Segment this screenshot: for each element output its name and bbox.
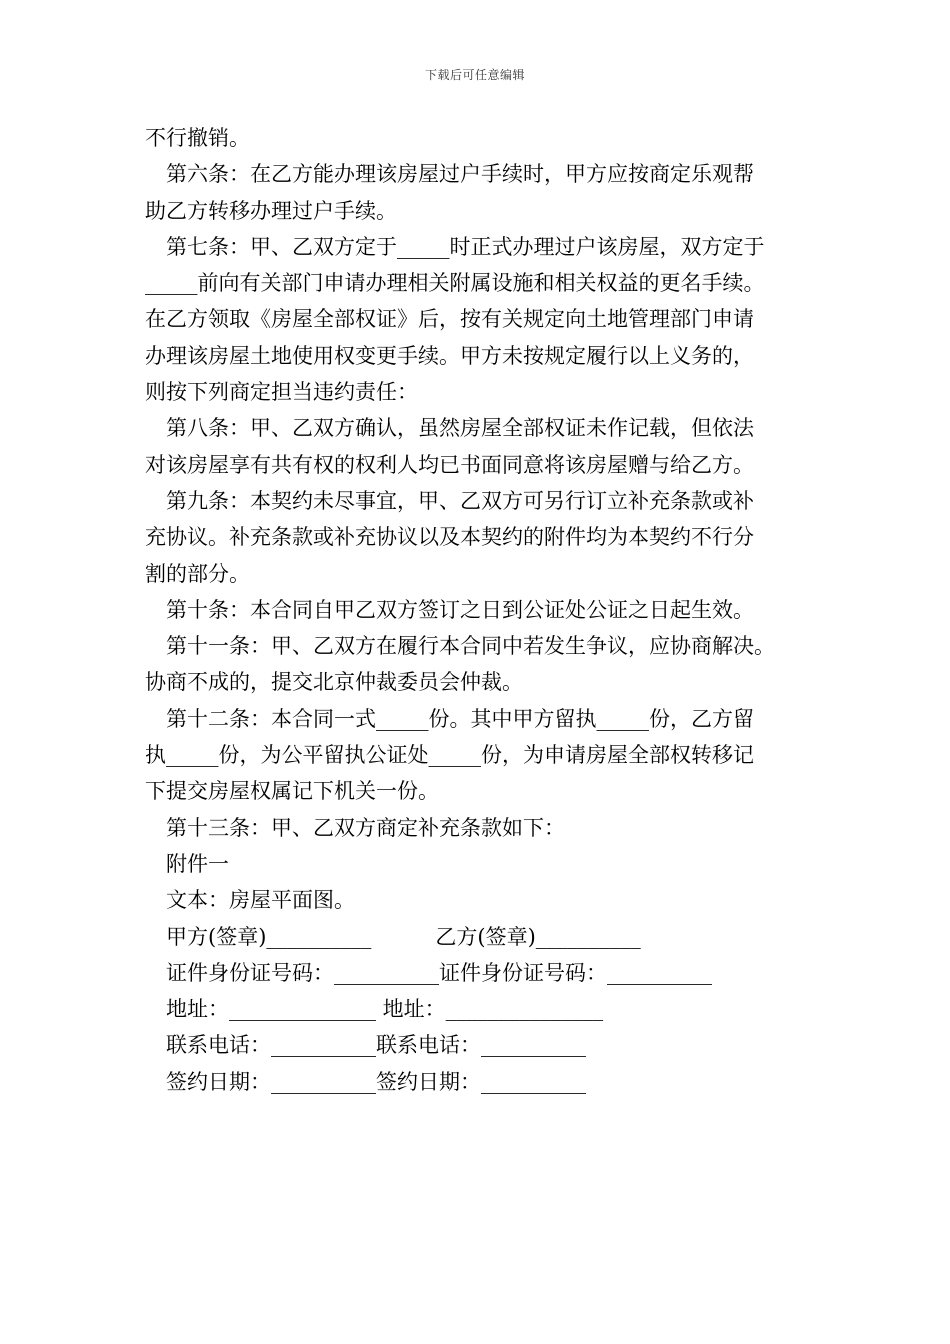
clause-10: 第十条：本合同自甲乙双方签订之日到公证处公证之日起生效。 xyxy=(166,597,754,622)
text-line: 执_____份，为公平留执公证处_____份，为申请房屋全部权转移记 xyxy=(145,743,754,768)
date-row: 签约日期：__________签约日期：__________ xyxy=(166,1069,586,1094)
text-line: 则按下列商定担当违约责任： xyxy=(145,380,418,405)
clause-9: 第九条：本契约未尽事宜，甲、乙双方可另行订立补充条款或补 xyxy=(166,488,754,513)
id-number-row: 证件身份证号码：__________证件身份证号码：__________ xyxy=(166,960,712,985)
text-line: 充协议。补充条款或补充协议以及本契约的附件均为本契约不行分 xyxy=(145,525,754,550)
attachment-text: 文本：房屋平面图。 xyxy=(166,888,355,913)
party-b-signature: 乙方(签章)__________ xyxy=(435,924,641,949)
text-line: 对该房屋享有共有权的权利人均已书面同意将该房屋赠与给乙方。 xyxy=(145,452,754,477)
signature-row xyxy=(145,919,825,955)
text-line: _____前向有关部门申请办理相关附属设施和相关权益的更名手续。 xyxy=(145,271,765,296)
text-line: 下提交房屋权属记下机关一份。 xyxy=(145,779,439,804)
text-line: 助乙方转移办理过户手续。 xyxy=(145,198,397,223)
text-line: 不行撤销。 xyxy=(145,126,250,150)
clause-11: 第十一条：甲、乙双方在履行本合同中若发生争议，应协商解决。 xyxy=(166,634,775,659)
clause-13: 第十三条：甲、乙双方商定补充条款如下： xyxy=(166,815,565,840)
text-line: 办理该房屋土地使用权变更手续。甲方未按规定履行以上义务的， xyxy=(145,343,754,368)
page-header: 下载后可任意编辑 xyxy=(424,68,525,82)
clause-8: 第八条：甲、乙双方确认，虽然房屋全部权证未作记载，但依法 xyxy=(166,416,754,441)
phone-row: 联系电话：__________联系电话：__________ xyxy=(166,1033,586,1058)
attachment-title: 附件一 xyxy=(166,851,229,876)
clause-12: 第十二条：本合同一式_____份。其中甲方留执_____份，乙方留 xyxy=(166,706,754,731)
address-row: 地址：______________ 地址：_______________ xyxy=(166,997,604,1022)
text-line: 在乙方领取《房屋全部权证》后，按有关规定向土地管理部门申请 xyxy=(145,307,754,332)
contract-body xyxy=(145,120,825,1100)
clause-6: 第六条：在乙方能办理该房屋过户手续时，甲方应按商定乐观帮 xyxy=(166,162,754,187)
clause-7: 第七条：甲、乙双方定于_____时正式办理过户该房屋，双方定于 xyxy=(166,234,765,259)
text-line: 协商不成的，提交北京仲裁委员会仲裁。 xyxy=(145,670,523,695)
party-a-signature: 甲方(签章)__________ xyxy=(166,924,372,949)
text-line: 割的部分。 xyxy=(145,561,250,586)
